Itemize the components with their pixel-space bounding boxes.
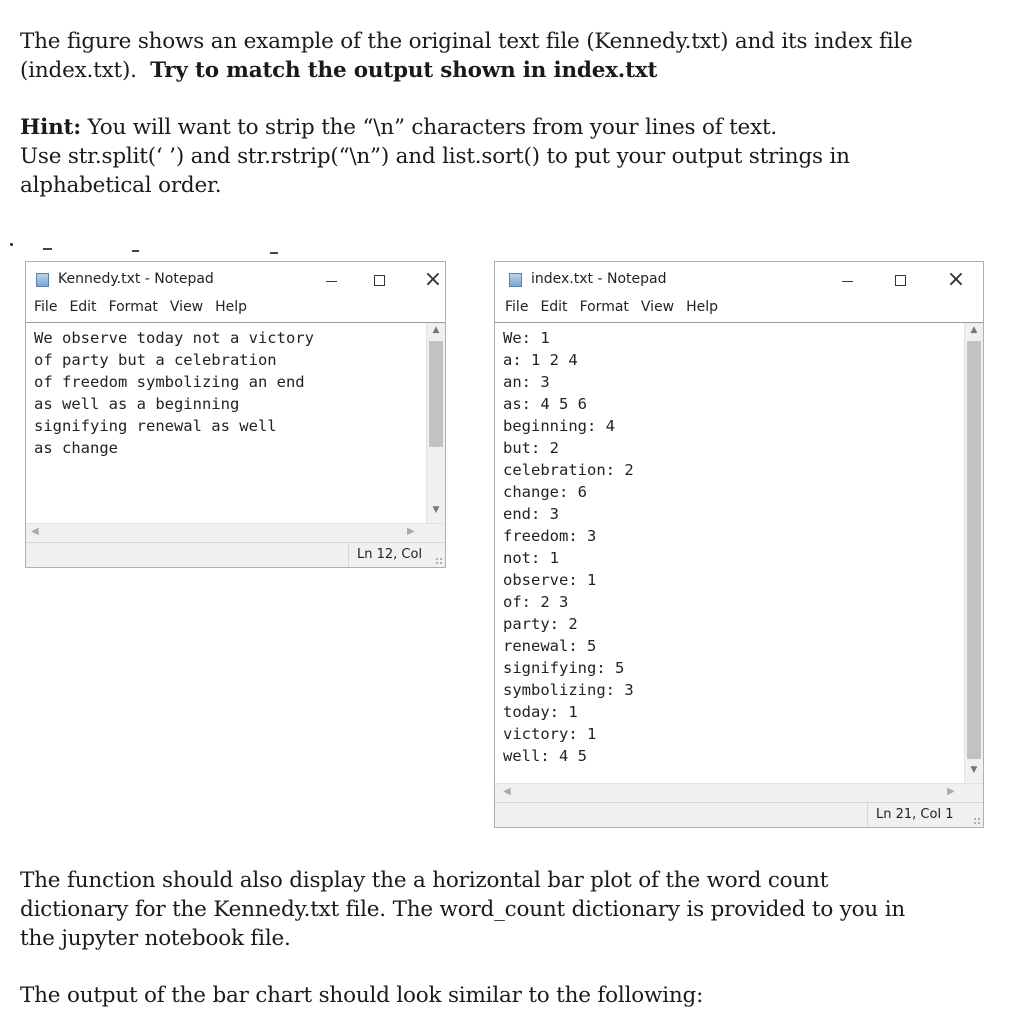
stray-dash-3 [270, 252, 278, 254]
stray-dash-1 [43, 248, 52, 250]
text-line: a: 1 2 4 [503, 351, 578, 369]
text-line: as: 4 5 6 [503, 395, 587, 413]
intro-line-1: The figure shows an example of the original text file (Kennedy.txt) and its index file [20, 29, 913, 54]
notepad-app-icon [36, 273, 49, 287]
text-line: but: 2 [503, 439, 559, 457]
index-horizontal-scrollbar[interactable] [495, 783, 983, 802]
maximize-button[interactable] [889, 270, 911, 290]
maximize-button[interactable] [368, 270, 390, 290]
text-line: signifying renewal as well [34, 417, 277, 435]
scroll-down-arrow-icon[interactable]: ▼ [970, 765, 978, 775]
text-line: party: 2 [503, 615, 578, 633]
index-window-title: index.txt - Notepad [531, 271, 667, 287]
text-line: today: 1 [503, 703, 578, 721]
menu-format[interactable]: Format [579, 299, 629, 315]
menu-edit[interactable]: Edit [69, 299, 97, 315]
resize-grip-icon[interactable] [435, 557, 443, 565]
text-line: freedom: 3 [503, 527, 597, 545]
text-line: observe: 1 [503, 571, 597, 589]
outro-line-1: The function should also display the a horizontal bar plot of the word count [20, 868, 829, 893]
menu-format[interactable]: Format [108, 299, 158, 315]
kennedy-horizontal-scrollbar[interactable] [26, 523, 445, 542]
hint-line-3: alphabetical order. [20, 173, 222, 198]
outro-paragraph [20, 866, 905, 953]
kennedy-menu-bar [34, 299, 259, 321]
scroll-up-arrow-icon[interactable]: ▲ [432, 325, 440, 335]
close-button[interactable]: × [946, 267, 966, 292]
index-text-area[interactable] [495, 322, 983, 803]
text-line: well: 4 5 [503, 747, 587, 765]
kennedy-window-title: Kennedy.txt - Notepad [58, 271, 214, 287]
text-line: of party but a celebration [34, 351, 277, 369]
text-line: change: 6 [503, 483, 587, 501]
text-line: We: 1 [503, 329, 550, 347]
text-line: of freedom symbolizing an end [34, 373, 305, 391]
outro-line-4: The output of the bar chart should look similar to the following: [20, 983, 704, 1008]
text-line: symbolizing: 3 [503, 681, 634, 699]
scroll-left-arrow-icon[interactable]: ◀ [503, 786, 511, 797]
close-button[interactable]: × [423, 267, 443, 292]
hint-line-1 [20, 113, 850, 142]
kennedy-text-area[interactable] [26, 322, 445, 543]
minimize-button[interactable] [321, 270, 343, 290]
kennedy-notepad-window [25, 261, 446, 568]
text-line: renewal: 5 [503, 637, 597, 655]
text-line: celebration: 2 [503, 461, 634, 479]
text-line: of: 2 3 [503, 593, 569, 611]
scroll-thumb[interactable] [429, 341, 443, 447]
kennedy-title-bar[interactable] [26, 262, 445, 298]
index-vertical-scrollbar[interactable] [964, 323, 983, 783]
resize-grip-icon[interactable] [973, 817, 981, 825]
cursor-position: Ln 12, Col [348, 543, 427, 567]
hint-paragraph [20, 113, 850, 200]
intro-paragraph [20, 27, 913, 85]
outro-line-2: dictionary for the Kennedy.txt file. The word_count dictionary is provided to you in [20, 897, 906, 922]
menu-edit[interactable]: Edit [540, 299, 568, 315]
index-text-content [503, 327, 634, 767]
hint-label: Hint: [20, 115, 81, 140]
index-notepad-window [494, 261, 984, 828]
hint-line-1-rest: You will want to strip the “\n” characters from your lines of text. [80, 115, 778, 140]
scroll-down-arrow-icon[interactable]: ▼ [432, 505, 440, 515]
menu-file[interactable]: File [34, 299, 58, 315]
scroll-left-arrow-icon[interactable]: ◀ [31, 526, 39, 537]
text-line: signifying: 5 [503, 659, 625, 677]
text-line: victory: 1 [503, 725, 597, 743]
outro-line-3: the jupyter notebook file. [20, 926, 291, 951]
kennedy-status-bar [26, 542, 445, 567]
cursor-position: Ln 21, Col 1 [867, 803, 965, 827]
scroll-up-arrow-icon[interactable]: ▲ [970, 325, 978, 335]
text-line: end: 3 [503, 505, 559, 523]
text-line: as change [34, 439, 118, 457]
minimize-button[interactable] [837, 270, 859, 290]
menu-view[interactable]: View [169, 299, 204, 315]
intro-emphasis: Try to match the output shown in index.txt [150, 58, 658, 83]
kennedy-vertical-scrollbar[interactable] [426, 323, 445, 523]
text-line: an: 3 [503, 373, 550, 391]
text-line: We observe today not a victory [34, 329, 314, 347]
index-title-bar[interactable] [495, 262, 983, 298]
scroll-right-arrow-icon[interactable]: ▶ [407, 526, 415, 537]
menu-view[interactable]: View [640, 299, 675, 315]
menu-file[interactable]: File [505, 299, 529, 315]
text-line: beginning: 4 [503, 417, 615, 435]
stray-dash-2 [132, 250, 139, 252]
intro-line-2 [20, 56, 913, 85]
menu-help[interactable]: Help [215, 299, 248, 315]
text-line: not: 1 [503, 549, 559, 567]
index-status-bar [495, 802, 983, 827]
text-line: as well as a beginning [34, 395, 240, 413]
scroll-thumb[interactable] [967, 341, 981, 759]
scroll-right-arrow-icon[interactable]: ▶ [947, 786, 955, 797]
intro-line-2-plain: (index.txt). [20, 58, 151, 83]
stray-dot [10, 243, 13, 246]
menu-help[interactable]: Help [686, 299, 719, 315]
hint-line-2: Use str.split(‘ ’) and str.rstrip(“\n”) and list.sort() to put your output strings in [20, 144, 850, 169]
index-menu-bar [505, 299, 730, 321]
outro-chart-note [20, 981, 703, 1010]
kennedy-text-content [34, 327, 314, 459]
notepad-app-icon [509, 273, 522, 287]
